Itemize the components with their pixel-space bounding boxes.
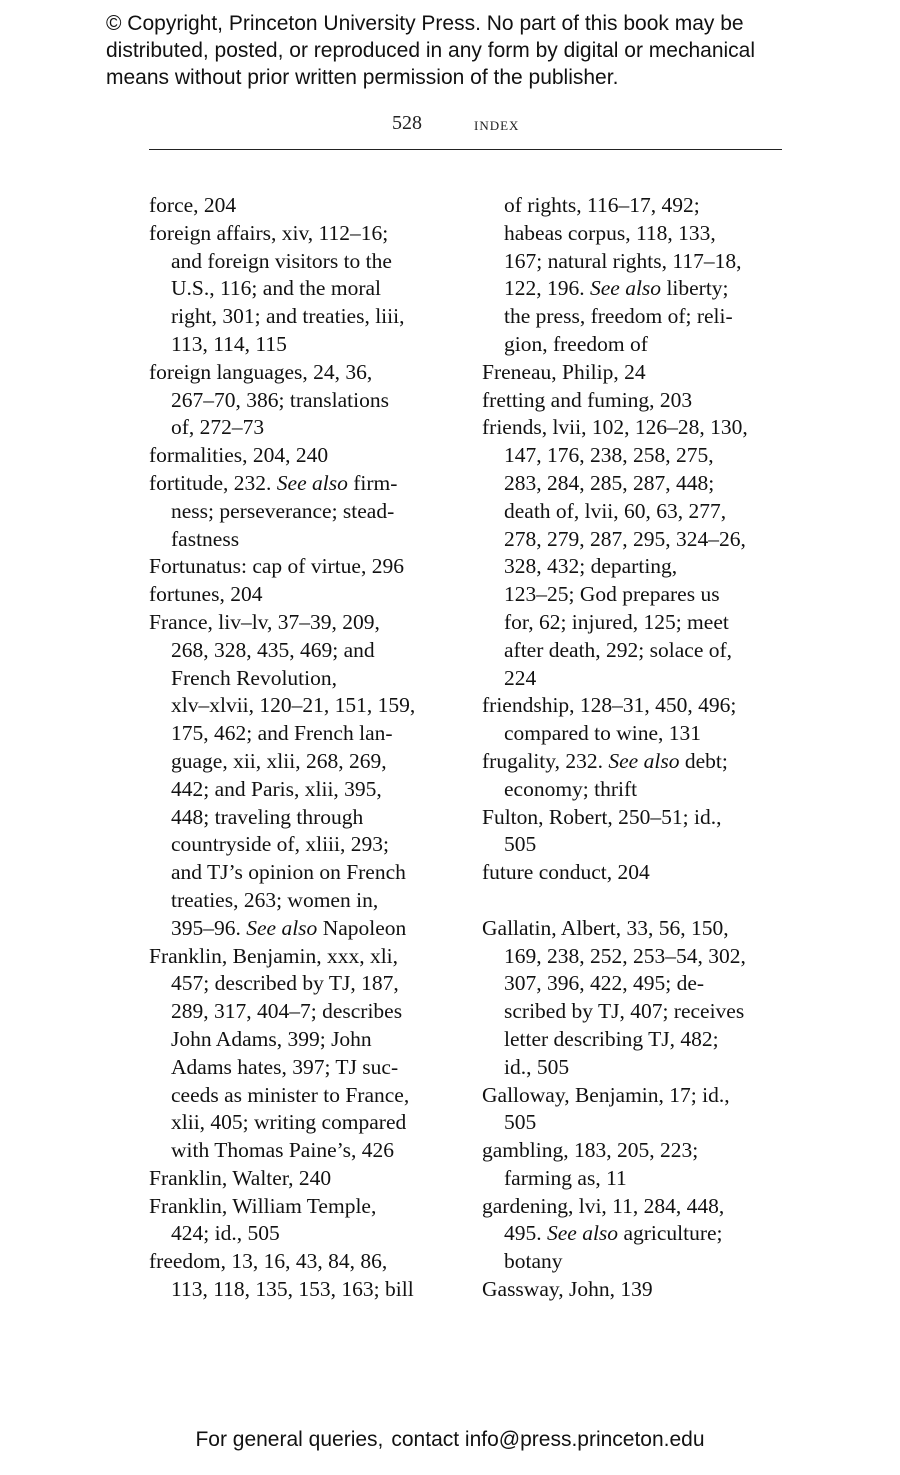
index-entry: frugality, 232. See also debt; economy; thrift	[482, 748, 728, 801]
index-entry: friendship, 128–31, 450, 496; compared to wine, 131	[482, 693, 737, 746]
copyright-notice: © Copyright, Princeton University Press. No part of this book may be distributed, posted, or reproduced in any form by digital or mechanical means without prior written permission of the publisher.	[106, 12, 756, 89]
running-head-title: index	[474, 114, 520, 135]
index-entry: force, 204	[149, 193, 237, 217]
index-entry: Fortunatus: cap of virtue, 296	[149, 554, 404, 579]
index-entry: foreign affairs, xiv, 112–16; and foreign visitors to the U.S., 116; and the moral right, 301; and treaties, liii, 113, 114, 115	[149, 220, 405, 356]
footer-label: For general queries,	[195, 1428, 384, 1451]
index-entry: Gallatin, Albert, 33, 56, 150, 169, 238, 252, 253–54, 302, 307, 396, 422, 495; de- scribed by TJ, 407; receives letter describing TJ, 482; id., 505	[482, 915, 746, 1079]
see-also-italic: See also	[276, 470, 348, 495]
index-entry: Galloway, Benjamin, 17; id., 505	[482, 1082, 730, 1135]
index-entry: France, liv–lv, 37–39, 209, 268, 328, 435, 469; and French Revolution, xlv–xlvii, 120–21, 151, 159, 175, 462; and French lan- guage, xii, xlii, 268, 269, 442; and Paris, xlii, 395, 448; traveling through countryside of, xliii, 293; and TJ’s opinion on French treaties, 263; women in, 395–96. See also Napoleon	[149, 609, 416, 940]
see-also-italic: See also	[608, 748, 680, 773]
index-entry: Fulton, Robert, 250–51; id., 505	[482, 804, 722, 857]
see-also-italic: See also	[246, 915, 318, 940]
index-entry: foreign languages, 24, 36, 267–70, 386; translations of, 272–73	[149, 359, 389, 440]
index-entry: gardening, lvi, 11, 284, 448, 495. See also agriculture; botany	[482, 1193, 725, 1274]
index-column-left	[149, 192, 449, 1304]
header-rule	[149, 149, 782, 150]
index-column-right	[482, 192, 792, 1304]
footer-contact[interactable]: contact info@press.princeton.edu	[391, 1428, 705, 1451]
index-entry: fortitude, 232. See also firm- ness; perseverance; stead- fastness	[149, 470, 398, 551]
index-entry: Franklin, William Temple, 424; id., 505	[149, 1193, 377, 1246]
index-entry: Freneau, Philip, 24	[482, 359, 646, 384]
index-entry: formalities, 204, 240	[149, 443, 329, 468]
see-also-italic: See also	[590, 276, 662, 301]
index-entry: freedom, 13, 16, 43, 84, 86, 113, 118, 135, 153, 163; bill	[149, 1249, 414, 1302]
see-also-italic: See also	[547, 1221, 619, 1246]
index-entry: fortunes, 204	[149, 582, 263, 607]
index-entry: friends, lvii, 102, 126–28, 130, 147, 176, 238, 258, 275, 283, 284, 285, 287, 448; death of, lvii, 60, 63, 277, 278, 279, 287, 295, 324–26, 328, 432; departing, 123–25; God prepares us for, 62; injured, 125; meet after death, 292; solace of, 224	[482, 415, 748, 690]
index-entry: Franklin, Walter, 240	[149, 1165, 332, 1190]
index-entry: fretting and fuming, 203	[482, 387, 693, 412]
index-entry: Gassway, John, 139	[482, 1277, 653, 1302]
index-entry: Franklin, Benjamin, xxx, xli, 457; described by TJ, 187, 289, 317, 404–7; describes John Adams, 399; John Adams hates, 397; TJ suc- ceeds as minister to France, xlii, 405; writing compared with Thomas Paine’s, 426	[149, 943, 410, 1163]
footer	[0, 1428, 900, 1452]
index-entry-continuation: of rights, 116–17, 492; habeas corpus, 118, 133, 167; natural rights, 117–18, 122, 196. See also liberty; the press, freedom of; reli- gion, freedom of	[504, 193, 742, 356]
page-number: 528	[392, 112, 422, 134]
index-entry: future conduct, 204	[482, 860, 650, 885]
index-entry: gambling, 183, 205, 223; farming as, 11	[482, 1138, 699, 1190]
